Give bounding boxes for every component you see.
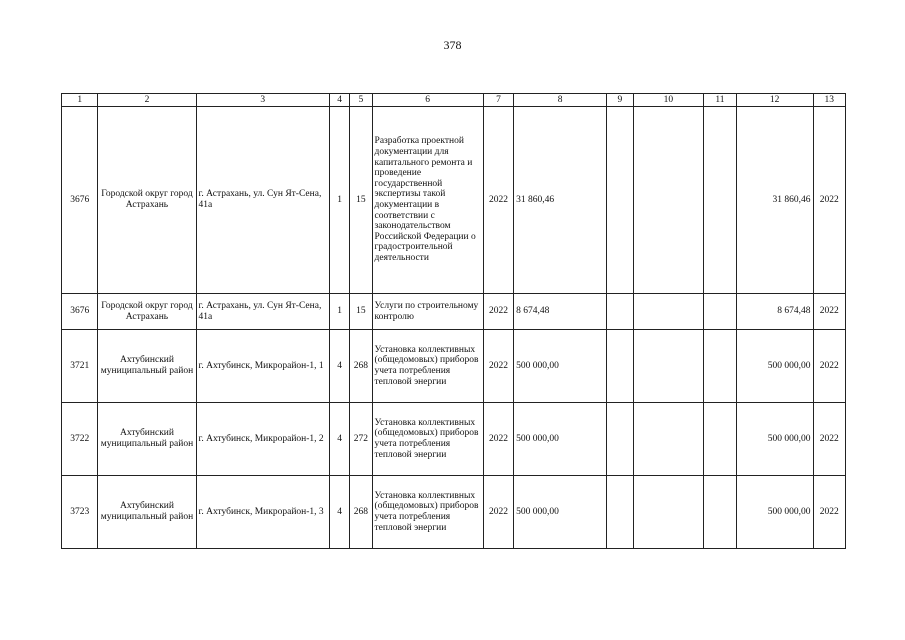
cell-municipality: Ахтубинский муниципальный район [98,403,196,476]
cell-amount: 31 860,46 [514,107,607,294]
column-header-5: 5 [350,94,372,107]
cell-municipality: Городской округ город Астрахань [98,107,196,294]
cell-address: г. Ахтубинск, Микрорайон-1, 1 [196,330,330,403]
header-row [62,94,846,107]
cell-col10 [633,476,704,549]
cell-end-year: 2022 [813,403,845,476]
cell-col10 [633,403,704,476]
cell-amount: 500 000,00 [514,403,607,476]
cell-work-type: Установка коллективных (общедомовых) приборов учета потребления тепловой энергии [372,403,483,476]
cell-col4: 1 [330,294,350,330]
cell-amount: 500 000,00 [514,330,607,403]
cell-municipality: Ахтубинский муниципальный район [98,476,196,549]
column-header-2: 2 [98,94,196,107]
cell-col11 [704,294,736,330]
cell-year: 2022 [483,294,513,330]
cell-col11 [704,330,736,403]
cell-total: 500 000,00 [736,476,813,549]
cell-municipality: Ахтубинский муниципальный район [98,330,196,403]
column-header-12: 12 [736,94,813,107]
table-row [62,330,846,403]
page-number: 378 [443,38,462,52]
cell-amount: 8 674,48 [514,294,607,330]
cell-col9 [607,107,633,294]
column-header-3: 3 [196,94,330,107]
cell-col10 [633,294,704,330]
cell-end-year: 2022 [813,476,845,549]
cell-col9 [607,476,633,549]
cell-total: 500 000,00 [736,330,813,403]
cell-col11 [704,403,736,476]
cell-col9 [607,330,633,403]
table-row [62,476,846,549]
cell-id: 3676 [62,294,98,330]
table-row [62,294,846,330]
cell-work-type: Установка коллективных (общедомовых) приборов учета потребления тепловой энергии [372,476,483,549]
column-header-1: 1 [62,94,98,107]
cell-end-year: 2022 [813,294,845,330]
capital-repair-table [61,93,846,549]
column-header-6: 6 [372,94,483,107]
table-row [62,107,846,294]
column-header-7: 7 [483,94,513,107]
cell-year: 2022 [483,476,513,549]
cell-col5: 268 [350,330,372,403]
cell-col5: 268 [350,476,372,549]
cell-id: 3722 [62,403,98,476]
cell-col10 [633,330,704,403]
cell-col4: 4 [330,403,350,476]
table-row [62,403,846,476]
cell-col11 [704,107,736,294]
cell-col10 [633,107,704,294]
cell-id: 3721 [62,330,98,403]
cell-col4: 4 [330,476,350,549]
column-header-4: 4 [330,94,350,107]
cell-year: 2022 [483,403,513,476]
column-header-9: 9 [607,94,633,107]
column-header-13: 13 [813,94,845,107]
column-header-11: 11 [704,94,736,107]
cell-col4: 1 [330,107,350,294]
cell-work-type: Разработка проектной документации для капитального ремонта и проведение государственной экспертизы такой документации в соответствии с законодательством Российской Федерации о градостроительной деятельности [372,107,483,294]
cell-col9 [607,403,633,476]
cell-work-type: Услуги по строительному контролю [372,294,483,330]
cell-address: г. Ахтубинск, Микрорайон-1, 3 [196,476,330,549]
cell-col9 [607,294,633,330]
cell-end-year: 2022 [813,330,845,403]
cell-amount: 500 000,00 [514,476,607,549]
cell-id: 3723 [62,476,98,549]
cell-total: 500 000,00 [736,403,813,476]
cell-col5: 15 [350,294,372,330]
cell-address: г. Астрахань, ул. Сун Ят-Сена, 41а [196,107,330,294]
cell-year: 2022 [483,330,513,403]
cell-end-year: 2022 [813,107,845,294]
cell-col5: 272 [350,403,372,476]
cell-total: 31 860,46 [736,107,813,294]
cell-address: г. Ахтубинск, Микрорайон-1, 2 [196,403,330,476]
column-header-8: 8 [514,94,607,107]
cell-id: 3676 [62,107,98,294]
cell-col11 [704,476,736,549]
cell-municipality: Городской округ город Астрахань [98,294,196,330]
cell-address: г. Астрахань, ул. Сун Ят-Сена, 41а [196,294,330,330]
cell-col4: 4 [330,330,350,403]
cell-year: 2022 [483,107,513,294]
cell-work-type: Установка коллективных (общедомовых) приборов учета потребления тепловой энергии [372,330,483,403]
column-header-10: 10 [633,94,704,107]
cell-col5: 15 [350,107,372,294]
cell-total: 8 674,48 [736,294,813,330]
